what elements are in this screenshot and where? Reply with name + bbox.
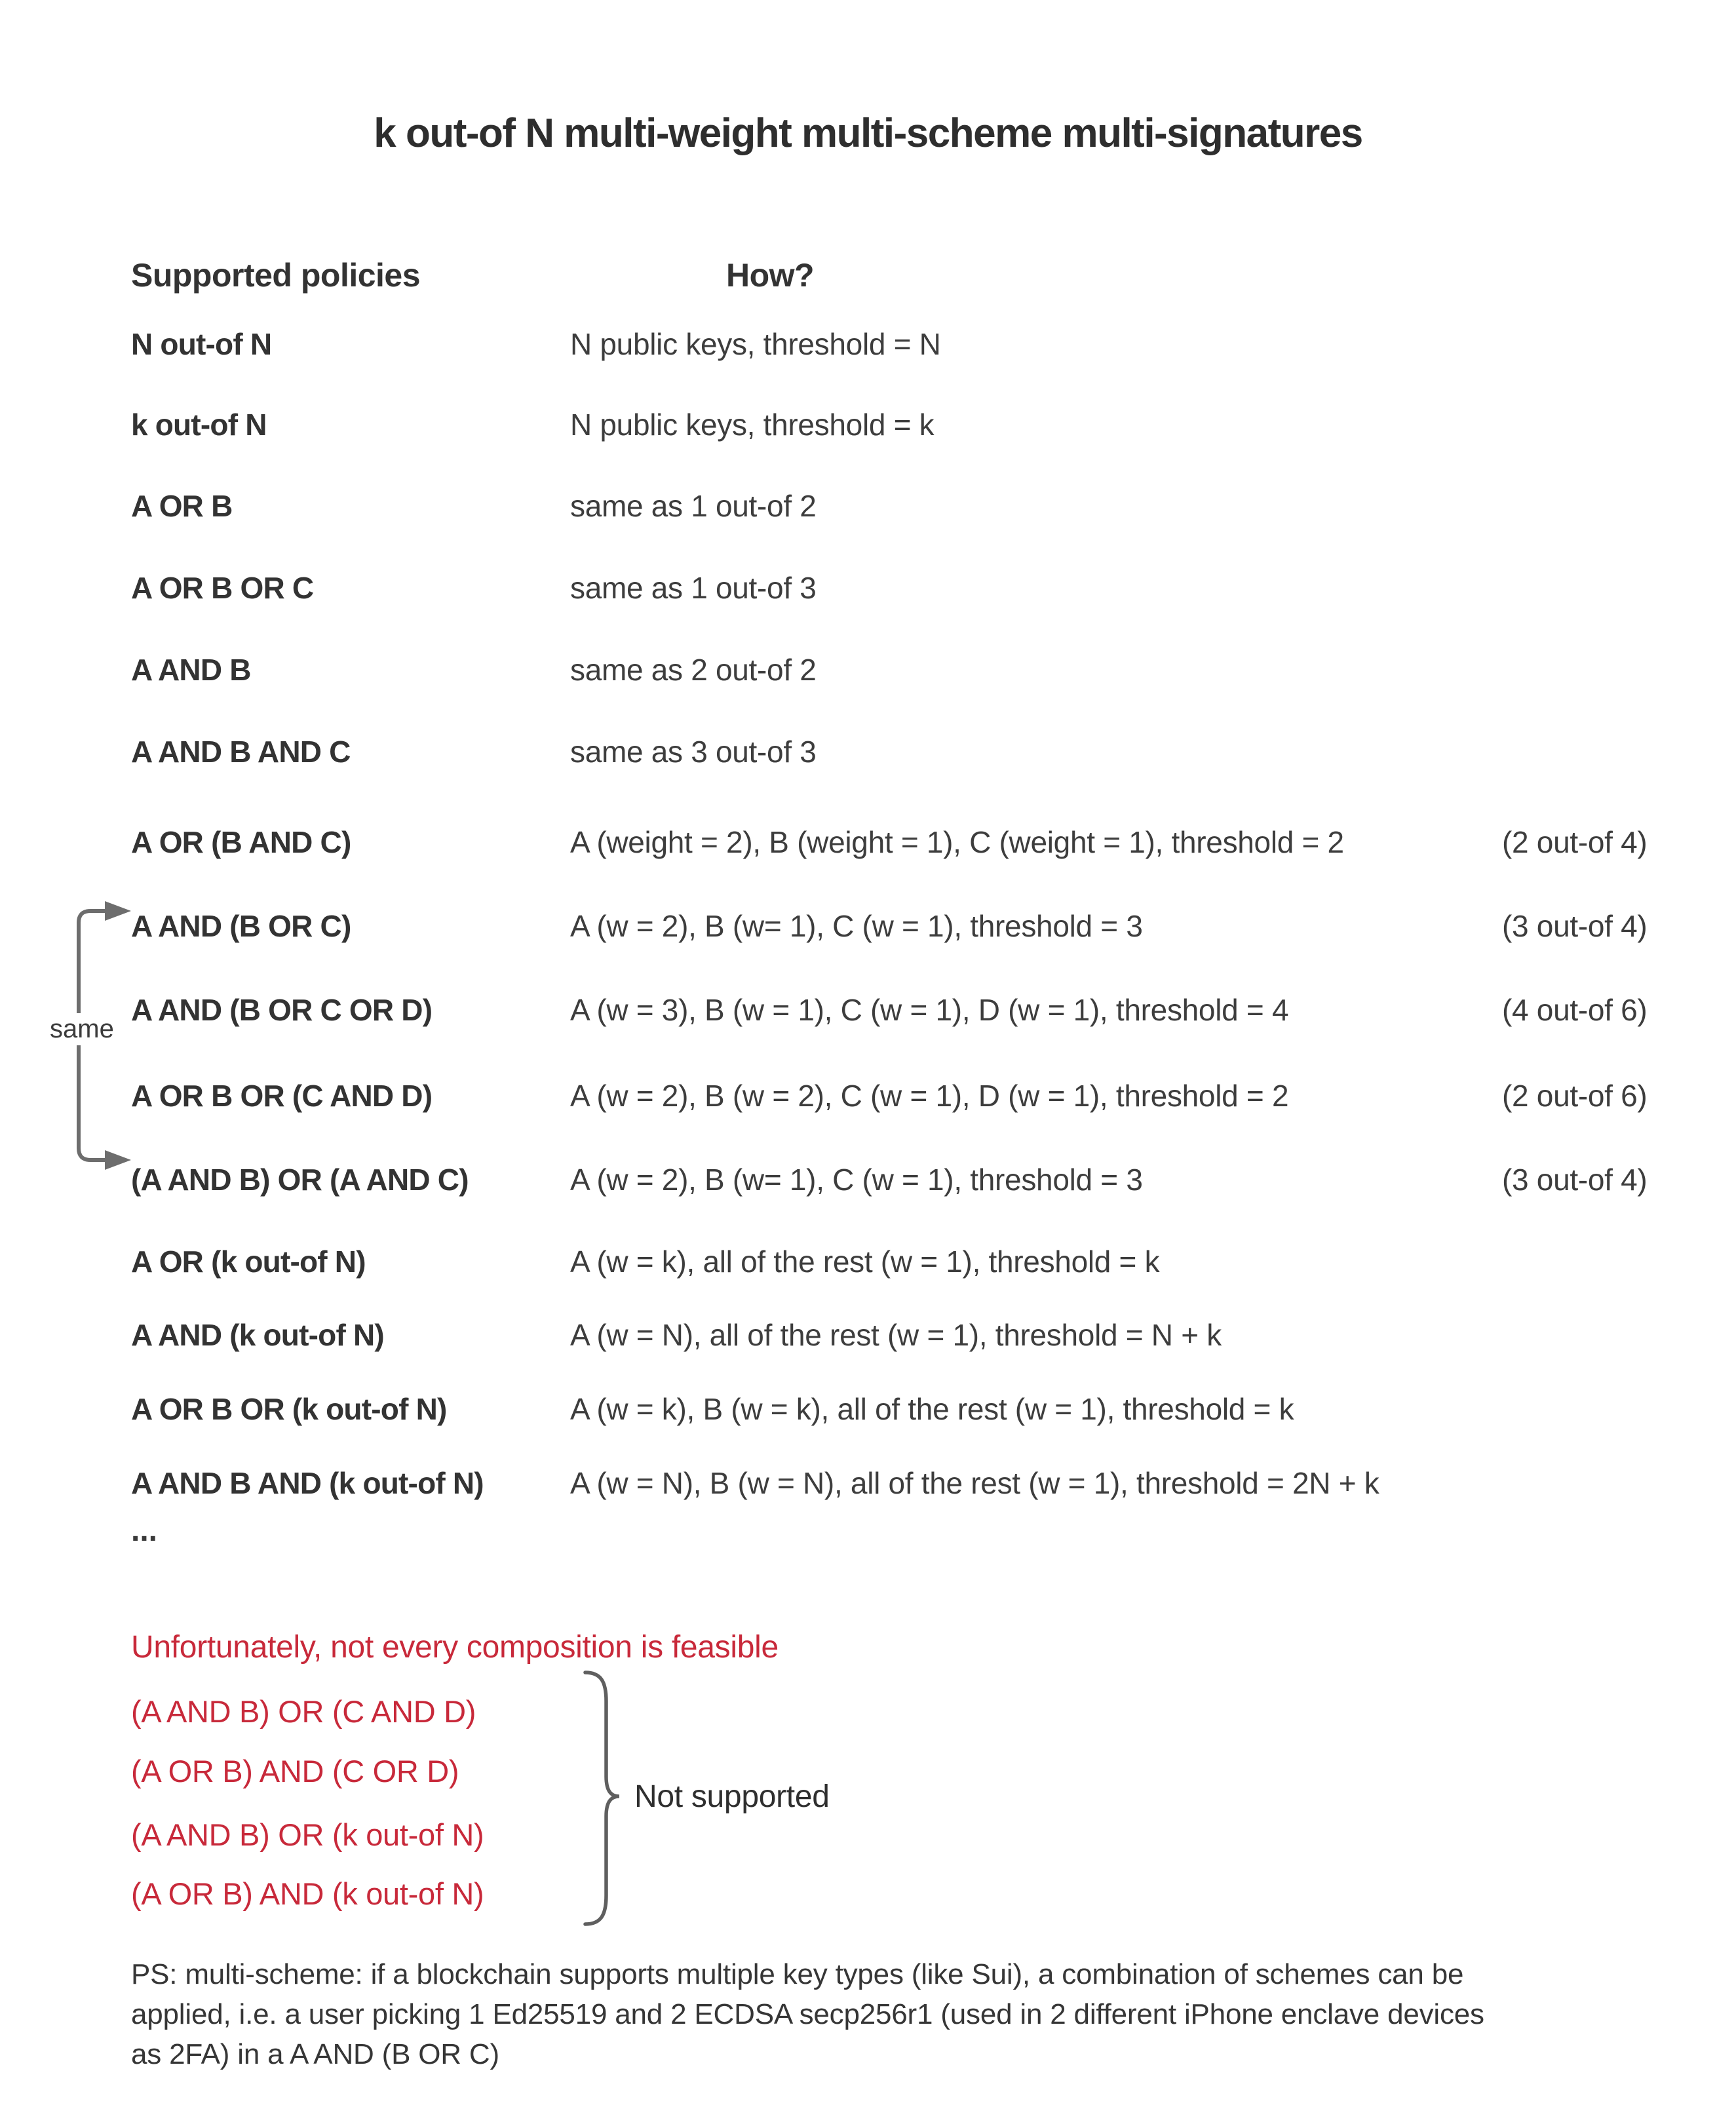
policy-cell: A OR (B AND C)	[131, 825, 351, 859]
policy-cell: N out-of N	[131, 327, 272, 361]
not-supported-label: Not supported	[634, 1779, 830, 1814]
policy-cell: A OR B OR (k out-of N)	[131, 1392, 447, 1426]
equivalent-cell: (3 out-of 4)	[1502, 909, 1648, 943]
policy-cell: k out-of N	[131, 408, 267, 442]
how-cell: A (weight = 2), B (weight = 1), C (weight = 1), threshold = 2	[570, 825, 1344, 859]
policy-cell: A OR B OR C	[131, 571, 314, 605]
table-row	[0, 733, 1736, 770]
equivalent-cell: (2 out-of 6)	[1502, 1079, 1648, 1113]
infeasible-item: (A OR B) AND (k out-of N)	[131, 1876, 484, 1911]
policy-cell: A OR B OR (C AND D)	[131, 1079, 433, 1113]
how-cell: A (w = 3), B (w = 1), C (w = 1), D (w = 1), threshold = 4	[570, 993, 1289, 1027]
ps-note-line: as 2FA) in a A AND (B OR C)	[131, 2038, 499, 2070]
table-row	[0, 1465, 1736, 1501]
table-row	[0, 824, 1736, 860]
how-cell: A (w = k), all of the rest (w = 1), threshold = k	[570, 1245, 1160, 1279]
how-cell: A (w = 2), B (w= 1), C (w = 1), threshold = 3	[570, 1163, 1143, 1197]
equivalent-cell: (2 out-of 4)	[1502, 825, 1648, 859]
how-cell: same as 1 out-of 2	[570, 489, 817, 523]
infeasible-item: (A AND B) OR (C AND D)	[131, 1694, 476, 1729]
table-row	[0, 1243, 1736, 1280]
same-label: same	[46, 1013, 118, 1045]
table-row	[0, 570, 1736, 606]
equivalent-cell: (3 out-of 4)	[1502, 1163, 1648, 1197]
table-row	[0, 1077, 1736, 1114]
ellipsis-more-rows: ...	[131, 1513, 158, 1548]
infeasible-item: (A AND B) OR (k out-of N)	[131, 1817, 484, 1852]
policy-cell: A OR (k out-of N)	[131, 1245, 366, 1279]
policy-cell: A OR B	[131, 489, 233, 523]
table-row	[0, 1161, 1736, 1198]
policy-cell: A AND B AND (k out-of N)	[131, 1466, 484, 1500]
ps-note-line: applied, i.e. a user picking 1 Ed25519 and 2 ECDSA secp256r1 (used in 2 different iPhone enclave devices	[131, 1998, 1484, 2030]
how-cell: same as 1 out-of 3	[570, 571, 817, 605]
policy-cell: A AND (B OR C OR D)	[131, 993, 433, 1027]
column-header-how: How?	[726, 257, 815, 294]
table-row	[0, 406, 1736, 443]
policy-cell: A AND (B OR C)	[131, 909, 351, 943]
ps-note-line: PS: multi-scheme: if a blockchain supports multiple key types (like Sui), a combination of schemes can be	[131, 1958, 1464, 1990]
table-row	[0, 488, 1736, 524]
policy-cell: A AND B AND C	[131, 735, 351, 769]
equivalent-cell: (4 out-of 6)	[1502, 993, 1648, 1027]
how-cell: A (w = k), B (w = k), all of the rest (w = 1), threshold = k	[570, 1392, 1294, 1426]
how-cell: A (w = N), all of the rest (w = 1), threshold = N + k	[570, 1318, 1222, 1352]
page-title: k out-of N multi-weight multi-scheme multi-signatures	[374, 111, 1362, 156]
table-row	[0, 651, 1736, 688]
infeasible-item: (A OR B) AND (C OR D)	[131, 1754, 459, 1788]
table-row	[0, 908, 1736, 944]
table-row	[0, 1391, 1736, 1427]
how-cell: A (w = 2), B (w= 1), C (w = 1), threshold = 3	[570, 909, 1143, 943]
policy-cell: (A AND B) OR (A AND C)	[131, 1163, 469, 1197]
how-cell: N public keys, threshold = N	[570, 327, 941, 361]
infeasible-heading: Unfortunately, not every composition is feasible	[131, 1630, 779, 1665]
how-cell: A (w = 2), B (w = 2), C (w = 1), D (w = 1), threshold = 2	[570, 1079, 1289, 1113]
table-row	[0, 1317, 1736, 1353]
how-cell: same as 3 out-of 3	[570, 735, 817, 769]
ps-note	[131, 1954, 1678, 2074]
table-row	[0, 326, 1736, 362]
how-cell: N public keys, threshold = k	[570, 408, 935, 442]
how-cell: same as 2 out-of 2	[570, 653, 817, 687]
policy-cell: A AND B	[131, 653, 251, 687]
how-cell: A (w = N), B (w = N), all of the rest (w = 1), threshold = 2N + k	[570, 1466, 1379, 1500]
column-header-supported-policies: Supported policies	[131, 257, 421, 294]
not-supported-brace	[580, 1670, 626, 1927]
table-row	[0, 992, 1736, 1028]
policy-cell: A AND (k out-of N)	[131, 1318, 384, 1352]
